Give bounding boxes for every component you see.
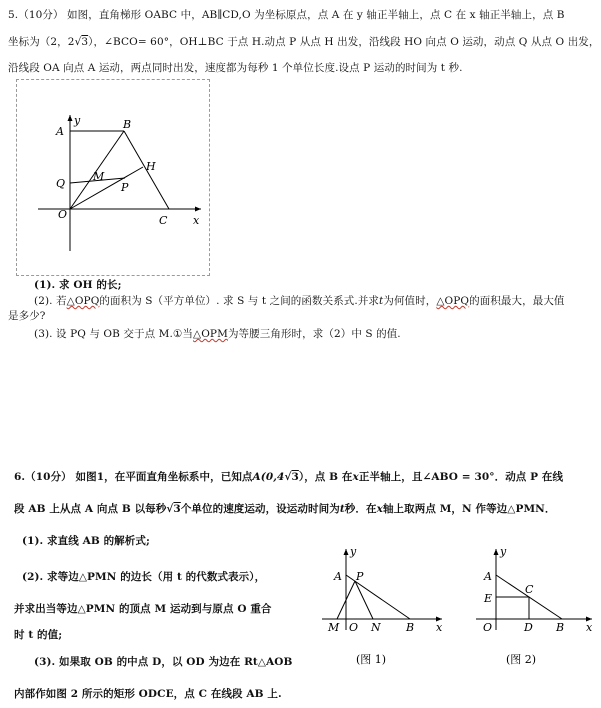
problem6-q2-line2: 并求出当等边△PMN 的顶点 M 运动到与原点 O 重合	[14, 603, 272, 615]
problem5-line2-pre: 坐标为（2，2	[8, 36, 75, 48]
problem5-q2-tri2: △OPQ	[436, 295, 470, 307]
fig1-segment-pn	[355, 581, 373, 619]
fig1-label-o: O	[349, 621, 359, 634]
fig2-label-a: A	[484, 570, 492, 583]
fig1-caption: (图 1)	[356, 653, 387, 666]
problem5-figure	[16, 79, 210, 276]
problem6-line2-pre: 段 AB 上从点 A 向点 B 以每秒	[14, 503, 167, 515]
fig2-label-x: x	[586, 621, 593, 634]
problem5-line2	[8, 35, 600, 49]
fig1-label-a: A	[334, 570, 342, 583]
y-axis-arrow	[68, 115, 73, 121]
fig2-label-e: E	[484, 592, 493, 605]
problem5-q2-mid2: 为何值时，	[383, 295, 437, 307]
problem6-figure1	[318, 545, 446, 670]
problem5-q2-post: 的面积最大，最大值	[469, 295, 565, 307]
problem5-q2-t: t	[379, 295, 384, 307]
problem6-q3-line2: 内部作如图 2 所示的矩形 ODCE，点 C 在线段 AB 上.	[14, 688, 282, 700]
problem6-line2-mid2: 秒．在	[344, 503, 377, 515]
problem6-line1-mid: ），点 B 在	[298, 471, 353, 483]
fig1-label-y: y	[350, 545, 357, 558]
problem6-line1-pre: 6.（10分） 如图1，在平面直角坐标系中，已知点	[14, 471, 253, 483]
fig1-label-b: B	[406, 621, 415, 634]
problem5-q2-tri1: △OPQ	[66, 295, 100, 307]
fig1-y-axis-arrow	[344, 549, 349, 555]
problem6-line2-t: t	[339, 503, 345, 515]
label-q: Q	[56, 177, 66, 190]
problem5-q2	[34, 294, 565, 308]
label-p: P	[121, 181, 129, 194]
problem6-q3: (3). 如果取 OB 的中点 D，以 OD 为边在 Rt△AOB	[34, 656, 293, 668]
fig2-label-b: B	[556, 621, 565, 634]
fig1-label-x: x	[436, 621, 443, 634]
label-o: O	[58, 208, 68, 221]
problem5-line3: 沿线段 OA 向点 A 运动，两点同时出发，速度都为每秒 1 个单位长度.设点 P 运动的时间为 t 秒.	[8, 62, 463, 74]
problem5-q3-pre: (3). 设 PQ 与 OB 交于点 M.①当	[34, 328, 194, 340]
problem5-q3-tri: △OPM	[193, 328, 228, 340]
fig1-label-m: M	[328, 621, 340, 634]
fig2-label-y: y	[500, 545, 507, 558]
problem6-q2-line3: 时 t 的值;	[14, 629, 63, 641]
label-c: C	[159, 214, 168, 227]
problem5-q2-line2: 是多少?	[8, 310, 46, 322]
fig2-y-axis-arrow	[494, 549, 499, 555]
fig2-label-d: D	[524, 621, 533, 634]
problem5-q2-mid: 的面积为 S（平方单位）. 求 S 与 t 之间的函数关系式.并求	[99, 295, 380, 307]
problem6-line2-root: 3	[173, 503, 181, 515]
fig1-label-n: N	[371, 621, 381, 634]
x-axis-arrow	[195, 207, 201, 212]
fig2-label-o: O	[483, 621, 493, 634]
fig2-label-c: C	[525, 583, 534, 596]
label-h: H	[146, 160, 156, 173]
problem6-line1-post: 正半轴上，且∠ABO = 30°．动点 P 在线	[358, 471, 564, 483]
problem6-q2: (2). 求等边△PMN 的边长（用 t 的代数式表示），	[22, 571, 266, 583]
label-y: y	[74, 114, 81, 127]
problem5-line2-root: 3	[81, 36, 89, 48]
fig2-caption: (图 2)	[506, 653, 537, 666]
fig1-label-p: P	[356, 570, 364, 583]
problem5-q1: (1). 求 OH 的长;	[34, 279, 122, 291]
problem6-q1: (1). 求直线 AB 的解析式;	[22, 535, 150, 547]
problem6-line1-root: 3	[291, 471, 299, 483]
problem6-line1-point: A(0,4	[252, 471, 285, 483]
fig2-rectangle-odce	[496, 597, 529, 619]
segment-oh	[70, 167, 143, 209]
problem6-line2-mid: 个单位的速度运动，设运动时间为	[180, 503, 340, 515]
problem6-line1-x: x	[352, 471, 359, 483]
problem6-line2-post: 轴上取两点 M，N 作等边△PMN．	[382, 503, 556, 515]
label-m: M	[93, 170, 105, 183]
problem5-q2-pre: (2). 若	[34, 295, 67, 307]
sqrt-symbol: √	[284, 471, 292, 483]
problem5-q3-post: 为等腰三角形时，求（2）中 S 的值.	[227, 328, 401, 340]
problem5-q3	[34, 327, 401, 341]
sqrt-symbol: √	[166, 503, 174, 515]
problem6-figure2	[470, 545, 596, 670]
label-x: x	[193, 214, 200, 227]
problem6-line2-x: x	[376, 503, 383, 515]
problem6-line1	[14, 470, 563, 484]
problem5-line1: 5.（10分） 如图，直角梯形 OABC 中，AB∥CD,O 为坐标原点，点 A 在 y 轴正半轴上，点 C 在 x 轴正半轴上，点 B	[8, 9, 565, 21]
label-a: A	[56, 125, 64, 138]
problem5-line2-post: ），∠BCO= 60°，OH⊥BC 于点 H.动点 P 从点 H 出发，沿线段 HO 向点 O 运动，动点 Q 从点 O 出发，	[88, 36, 600, 48]
sqrt-symbol: √	[74, 36, 82, 48]
problem6-line2	[14, 502, 555, 516]
label-b: B	[123, 118, 132, 131]
